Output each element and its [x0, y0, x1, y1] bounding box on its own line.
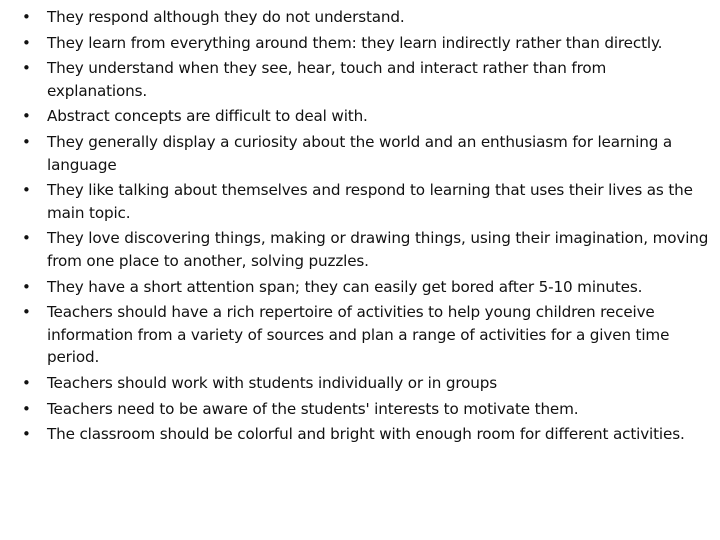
- bullet-item: [22, 227, 710, 272]
- bullet-icon: •: [22, 107, 31, 126]
- bullet-list: [22, 6, 710, 446]
- bullet-item: [22, 57, 710, 102]
- bullet-icon: •: [22, 277, 31, 296]
- bullet-item: [22, 423, 710, 446]
- bullet-icon: •: [22, 59, 31, 78]
- bullet-icon: •: [22, 373, 31, 392]
- bullet-item: [22, 179, 710, 224]
- bullet-item: [22, 6, 710, 29]
- bullet-text: They generally display a curiosity about the world and an enthusiasm for learning a language: [47, 132, 673, 174]
- bullet-icon: •: [22, 425, 31, 444]
- bullet-item: [22, 372, 710, 395]
- bullet-item: [22, 301, 710, 369]
- bullet-text: Teachers need to be aware of the students' interests to motivate them.: [47, 399, 579, 418]
- bullet-item: [22, 131, 710, 176]
- bullet-item: [22, 32, 710, 55]
- bullet-text: They learn from everything around them: they learn indirectly rather than directly.: [47, 33, 663, 52]
- bullet-text: Teachers should have a rich repertoire of activities to help young children receive information from a variety of sources and plan a range of activities for a given time period.: [47, 303, 670, 367]
- bullet-icon: •: [22, 399, 31, 418]
- bullet-icon: •: [22, 229, 31, 248]
- bullet-icon: •: [22, 8, 31, 26]
- bullet-text: They respond although they do not understand.: [47, 8, 405, 26]
- bullet-item: [22, 398, 710, 421]
- bullet-icon: •: [22, 33, 31, 52]
- bullet-item: [22, 105, 710, 128]
- bullet-icon: •: [22, 132, 31, 151]
- bullet-item: [22, 276, 710, 299]
- bullet-icon: •: [22, 181, 31, 200]
- bullet-text: They like talking about themselves and respond to learning that uses their lives as the main topic.: [47, 181, 693, 222]
- bullet-text: Teachers should work with students individually or in groups: [47, 373, 498, 392]
- bullet-text: They have a short attention span; they can easily get bored after 5-10 minutes.: [47, 277, 643, 296]
- bullet-text: They understand when they see, hear, touch and interact rather than from explanations.: [47, 59, 607, 100]
- bullet-icon: •: [22, 303, 31, 322]
- bullet-text: The classroom should be colorful and bright with enough room for different activities.: [47, 425, 685, 444]
- bullet-text: They love discovering things, making or drawing things, using their imagination, moving from one place to another, solving puzzles.: [47, 229, 709, 270]
- bullet-text: Abstract concepts are difficult to deal with.: [47, 107, 368, 126]
